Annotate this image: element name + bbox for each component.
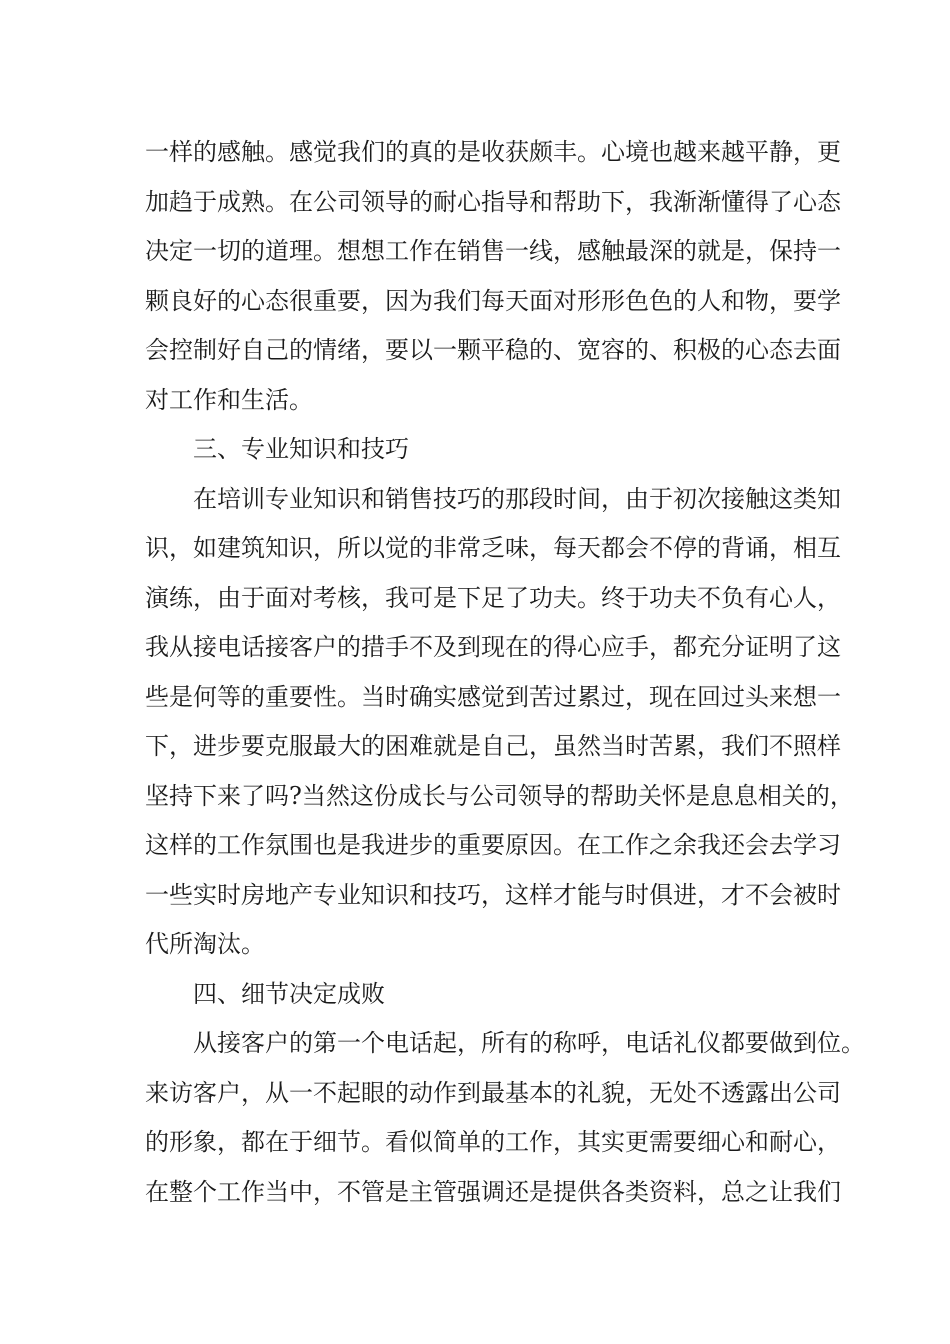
text-line: 会控制好自己的情绪，要以一颗平稳的、宽容的、积极的心态去面 bbox=[145, 336, 841, 364]
paragraph-professional-knowledge bbox=[145, 475, 854, 970]
text-line: 些是何等的重要性。当时确实感觉到苦过累过，现在回过头来想一 bbox=[145, 682, 841, 711]
section-heading-professional-knowledge: 三、专业知识和技巧 bbox=[193, 435, 409, 463]
text-line: 识，如建筑知识，所以觉的非常乏味，每天都会不停的背诵，相互 bbox=[145, 534, 841, 562]
text-line: 下，进步要克服最大的困难就是自己，虽然当时苦累，我们不照样 bbox=[145, 732, 841, 760]
paragraph-mindset bbox=[145, 128, 841, 425]
text-line: 一样的感触。感觉我们的真的是收获颇丰。心境也越来越平静，更 bbox=[145, 138, 841, 166]
text-line: 代所淘汰。 bbox=[145, 930, 265, 958]
text-line: 决定一切的道理。想想工作在销售一线，感触最深的就是，保持一 bbox=[145, 237, 841, 265]
text-line: 演练，由于面对考核，我可是下足了功夫。终于功夫不负有心人， bbox=[145, 583, 841, 612]
text-line: 一些实时房地产专业知识和技巧，这样才能与时俱进，才不会被时 bbox=[145, 880, 841, 909]
text-line: 坚持下来了吗?当然这份成长与公司领导的帮助关怀是息息相关的， bbox=[145, 781, 854, 810]
text-line: 我从接电话接客户的措手不及到现在的得心应手，都充分证明了这 bbox=[145, 633, 841, 661]
text-line: 来访客户，从一不起眼的动作到最基本的礼貌，无处不透露出公司 bbox=[145, 1078, 841, 1107]
text-line: 这样的工作氛围也是我进步的重要原因。在工作之余我还会去学习 bbox=[145, 831, 841, 859]
section-heading-details: 四、细节决定成败 bbox=[193, 979, 385, 1008]
text-line: 从接客户的第一个电话起，所有的称呼，电话礼仪都要做到位。 bbox=[193, 1029, 865, 1057]
text-line: 在整个工作当中，不管是主管强调还是提供各类资料，总之让我们 bbox=[145, 1177, 841, 1206]
text-line: 在培训专业知识和销售技巧的那段时间，由于初次接触这类知 bbox=[193, 484, 841, 513]
paragraph-details bbox=[145, 1019, 865, 1217]
text-line: 的形象，都在于细节。看似简单的工作，其实更需要细心和耐心， bbox=[145, 1128, 841, 1156]
document-body bbox=[145, 128, 865, 1217]
text-line: 加趋于成熟。在公司领导的耐心指导和帮助下，我渐渐懂得了心态 bbox=[145, 187, 841, 216]
text-line: 颗良好的心态很重要，因为我们每天面对形形色色的人和物，要学 bbox=[145, 286, 841, 315]
text-line: 对工作和生活。 bbox=[145, 385, 313, 414]
